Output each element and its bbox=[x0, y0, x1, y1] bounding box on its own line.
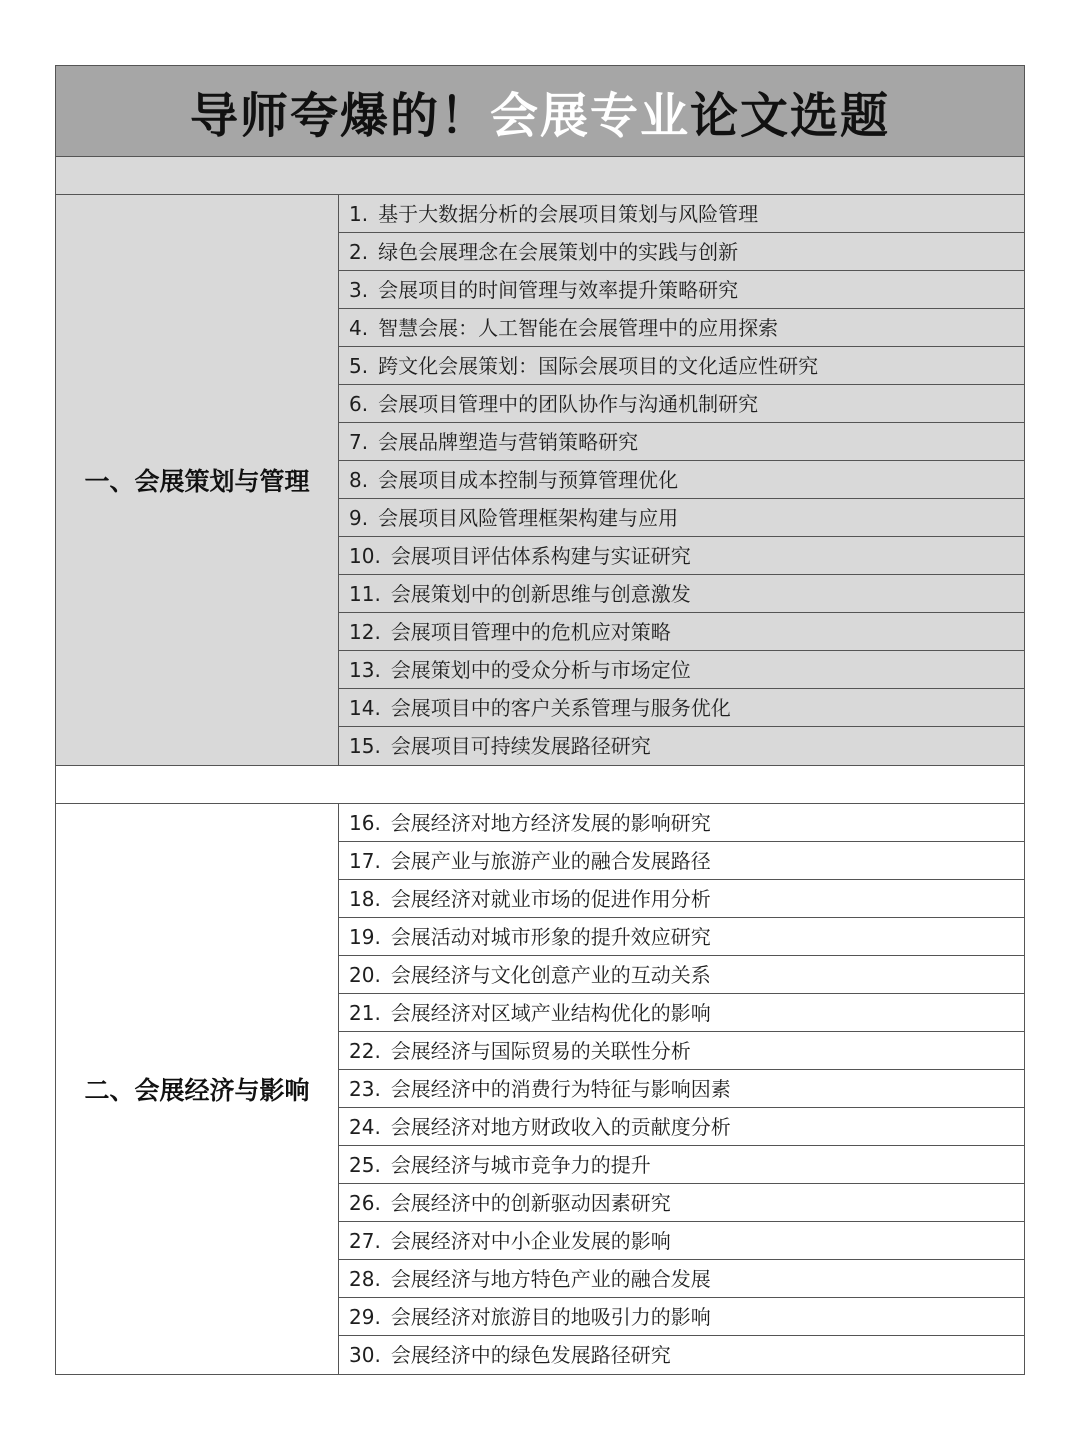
title-part-2: 会展专业 bbox=[489, 87, 690, 144]
topic-row bbox=[339, 689, 1024, 727]
topic-row bbox=[339, 1184, 1024, 1222]
topic-row bbox=[339, 347, 1024, 385]
topic-row bbox=[339, 994, 1024, 1032]
topic-row bbox=[339, 537, 1024, 575]
topic-number: 1. bbox=[349, 202, 369, 226]
topic-text: 基于大数据分析的会展项目策划与风险管理 bbox=[378, 202, 759, 226]
topic-row bbox=[339, 423, 1024, 461]
topic-row bbox=[339, 880, 1024, 918]
spacer-row-1 bbox=[56, 157, 1024, 195]
topic-row bbox=[339, 499, 1024, 537]
topic-text: 会展经济对中小企业发展的影响 bbox=[390, 1229, 671, 1253]
topic-row bbox=[339, 1260, 1024, 1298]
topic-row bbox=[339, 1070, 1024, 1108]
topic-number: 20. bbox=[349, 963, 381, 987]
topic-number: 12. bbox=[349, 620, 381, 644]
topic-row bbox=[339, 271, 1024, 309]
topic-row bbox=[339, 1146, 1024, 1184]
topic-row bbox=[339, 1032, 1024, 1070]
topic-number: 16. bbox=[349, 811, 381, 835]
topic-text: 会展经济中的绿色发展路径研究 bbox=[390, 1343, 671, 1367]
topic-text: 绿色会展理念在会展策划中的实践与创新 bbox=[378, 240, 739, 264]
topic-number: 26. bbox=[349, 1191, 381, 1215]
topic-text: 会展项目风险管理框架构建与应用 bbox=[378, 506, 679, 530]
topic-row bbox=[339, 1336, 1024, 1374]
topic-text: 会展经济对就业市场的促进作用分析 bbox=[390, 887, 711, 911]
topic-number: 7. bbox=[349, 430, 369, 454]
topic-text: 会展经济与城市竞争力的提升 bbox=[390, 1153, 651, 1177]
topic-number: 19. bbox=[349, 925, 381, 949]
section-2 bbox=[56, 804, 1024, 1374]
topic-text: 会展项目成本控制与预算管理优化 bbox=[378, 468, 679, 492]
topic-text: 会展策划中的受众分析与市场定位 bbox=[390, 658, 691, 682]
topic-text: 会展项目中的客户关系管理与服务优化 bbox=[390, 696, 731, 720]
topic-number: 10. bbox=[349, 544, 381, 568]
topic-row bbox=[339, 804, 1024, 842]
topic-number: 23. bbox=[349, 1077, 381, 1101]
topic-row bbox=[339, 195, 1024, 233]
topic-row bbox=[339, 651, 1024, 689]
topic-number: 17. bbox=[349, 849, 381, 873]
topic-row bbox=[339, 461, 1024, 499]
topic-row bbox=[339, 842, 1024, 880]
topic-row bbox=[339, 956, 1024, 994]
topic-number: 18. bbox=[349, 887, 381, 911]
topic-text: 会展经济中的消费行为特征与影响因素 bbox=[390, 1077, 731, 1101]
title-part-3: 论文选题 bbox=[690, 87, 891, 144]
title-part-1: 导师夸爆的！ bbox=[189, 87, 490, 144]
topic-number: 11. bbox=[349, 582, 381, 606]
topic-number: 21. bbox=[349, 1001, 381, 1025]
topic-text: 会展经济对地方经济发展的影响研究 bbox=[390, 811, 711, 835]
topic-row bbox=[339, 233, 1024, 271]
topic-number: 15. bbox=[349, 734, 381, 758]
topic-text: 会展项目评估体系构建与实证研究 bbox=[390, 544, 691, 568]
topic-number: 5. bbox=[349, 354, 369, 378]
topic-number: 28. bbox=[349, 1267, 381, 1291]
topic-number: 29. bbox=[349, 1305, 381, 1329]
topic-text: 会展项目可持续发展路径研究 bbox=[390, 734, 651, 758]
topic-text: 会展经济与地方特色产业的融合发展 bbox=[390, 1267, 711, 1291]
section-2-category: 二、会展经济与影响 bbox=[56, 804, 339, 1374]
topic-number: 2. bbox=[349, 240, 369, 264]
topic-text: 会展经济中的创新驱动因素研究 bbox=[390, 1191, 671, 1215]
section-1-items bbox=[339, 195, 1024, 765]
topic-number: 24. bbox=[349, 1115, 381, 1139]
topic-number: 6. bbox=[349, 392, 369, 416]
topic-number: 9. bbox=[349, 506, 369, 530]
topic-text: 会展经济对地方财政收入的贡献度分析 bbox=[390, 1115, 731, 1139]
topic-number: 25. bbox=[349, 1153, 381, 1177]
topic-number: 14. bbox=[349, 696, 381, 720]
topic-row bbox=[339, 1108, 1024, 1146]
topic-number: 22. bbox=[349, 1039, 381, 1063]
topic-row bbox=[339, 385, 1024, 423]
topic-number: 13. bbox=[349, 658, 381, 682]
section-2-items bbox=[339, 804, 1024, 1374]
spacer-row-2 bbox=[56, 766, 1024, 804]
title-bar bbox=[56, 66, 1024, 157]
topic-text: 会展经济对旅游目的地吸引力的影响 bbox=[390, 1305, 711, 1329]
topic-text: 会展经济对区域产业结构优化的影响 bbox=[390, 1001, 711, 1025]
topic-row bbox=[339, 1298, 1024, 1336]
topic-text: 会展活动对城市形象的提升效应研究 bbox=[390, 925, 711, 949]
topic-text: 会展策划中的创新思维与创意激发 bbox=[390, 582, 691, 606]
topic-number: 27. bbox=[349, 1229, 381, 1253]
topic-row bbox=[339, 613, 1024, 651]
topic-text: 会展经济与文化创意产业的互动关系 bbox=[390, 963, 711, 987]
section-1 bbox=[56, 195, 1024, 766]
topic-text: 会展项目管理中的团队协作与沟通机制研究 bbox=[378, 392, 759, 416]
topic-number: 4. bbox=[349, 316, 369, 340]
topic-text: 会展项目的时间管理与效率提升策略研究 bbox=[378, 278, 739, 302]
topic-text: 会展项目管理中的危机应对策略 bbox=[390, 620, 671, 644]
topic-text: 会展经济与国际贸易的关联性分析 bbox=[390, 1039, 691, 1063]
topic-text: 会展产业与旅游产业的融合发展路径 bbox=[390, 849, 711, 873]
topic-number: 8. bbox=[349, 468, 369, 492]
section-1-category: 一、会展策划与管理 bbox=[56, 195, 339, 765]
topic-row bbox=[339, 309, 1024, 347]
topic-table bbox=[55, 65, 1025, 1375]
topic-row bbox=[339, 575, 1024, 613]
topic-number: 3. bbox=[349, 278, 369, 302]
topic-row bbox=[339, 918, 1024, 956]
topic-row bbox=[339, 1222, 1024, 1260]
topic-text: 会展品牌塑造与营销策略研究 bbox=[378, 430, 639, 454]
topic-number: 30. bbox=[349, 1343, 381, 1367]
topic-text: 跨文化会展策划：国际会展项目的文化适应性研究 bbox=[378, 354, 819, 378]
topic-row bbox=[339, 727, 1024, 765]
topic-text: 智慧会展：人工智能在会展管理中的应用探索 bbox=[378, 316, 779, 340]
